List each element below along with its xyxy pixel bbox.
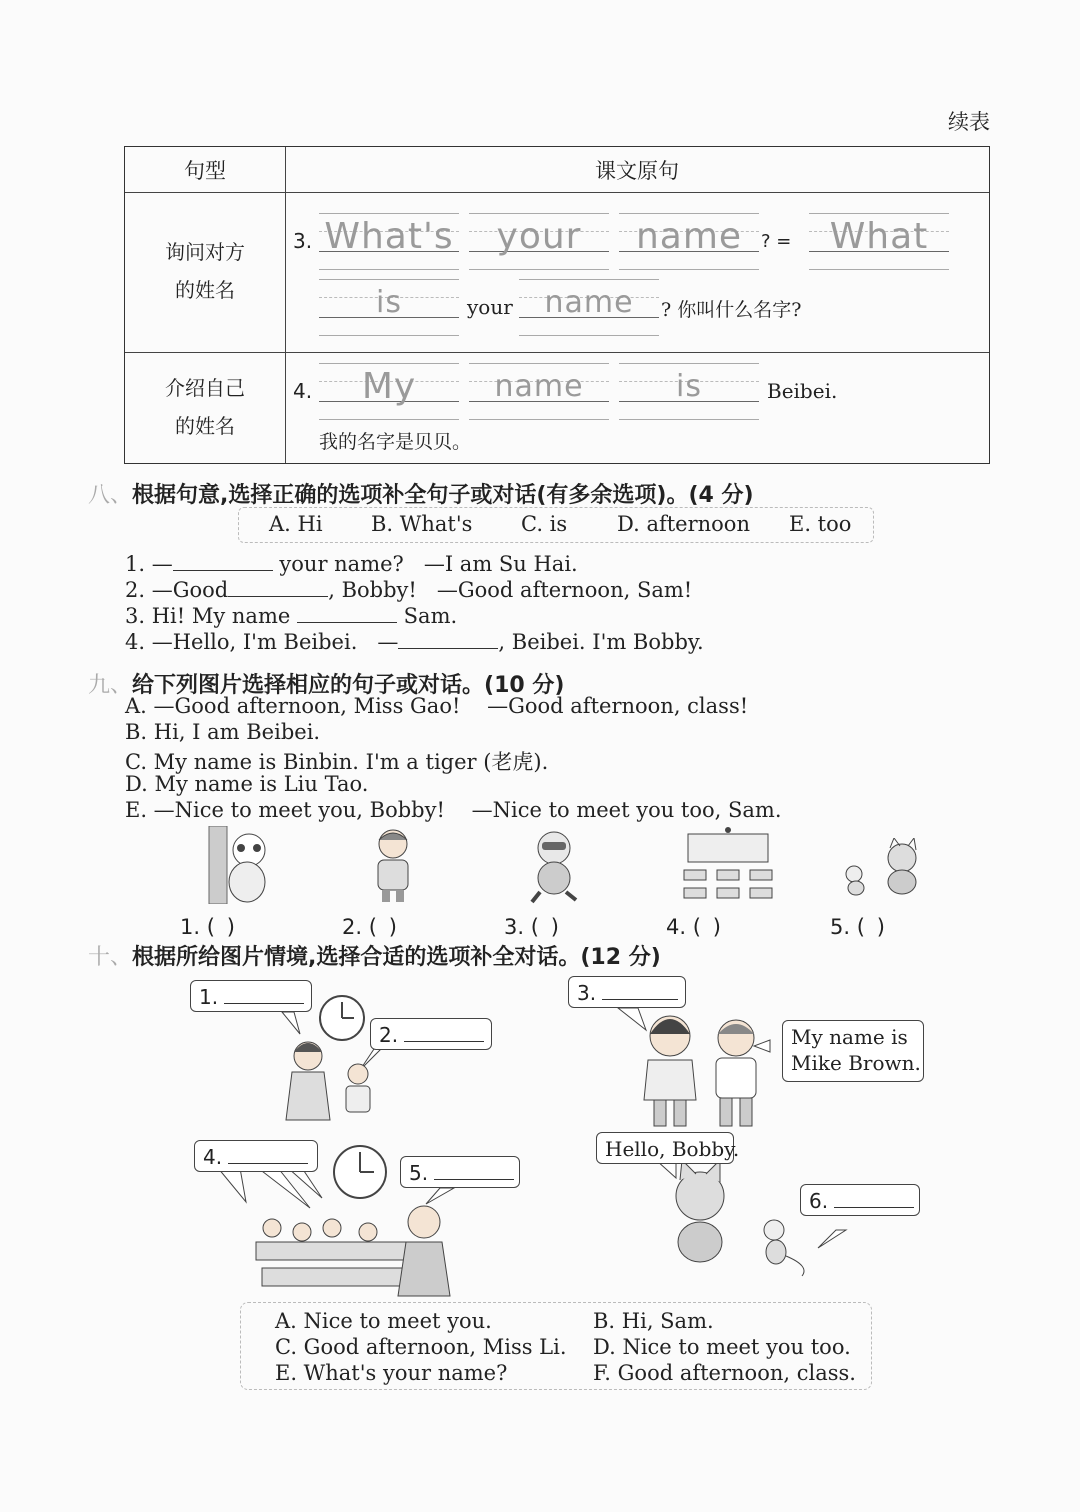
bubble-hello-bobby: Hello, Bobby. [596,1132,734,1164]
writing-slot: My [319,363,459,419]
answer-3[interactable]: 3. ( ) [504,915,559,939]
option: F. Good afternoon, class. [593,1361,856,1385]
translation-ask-name: ? 你叫什么名字? [661,299,802,321]
writing-slot: your [469,213,609,269]
row-label-introduce: 介绍自己 的姓名 [165,376,245,438]
word-your: your [467,295,513,319]
option: B. What's [371,512,473,536]
s8-item-1: 1. — your name? —I am Su Hai. [125,552,578,576]
option: D. afternoon [617,512,750,536]
word-beibei: Beibei. [767,379,838,403]
s8-item-3: 3. Hi! My name Sam. [125,604,458,628]
row-label-ask-name: 询问对方 的姓名 [165,240,245,302]
bubble-3: 3. [568,976,686,1008]
bubble-5: 5. [400,1156,520,1188]
s9-option-e: E. —Nice to meet you, Bobby! —Nice to meet you too, Sam. [125,798,782,822]
writing-slot: is [619,363,759,419]
writing-slot: is [319,279,459,335]
section-8-options [238,507,874,543]
row-number-4: 4. [293,379,313,403]
translation-introduce: 我的名字是贝贝。 [319,431,472,453]
option: E. What's your name? [275,1361,508,1385]
sentence-table [124,146,990,464]
option: A. Nice to meet you. [275,1309,492,1333]
writing-slot: What's [319,213,459,269]
bubble-4: 4. [194,1140,318,1172]
question-equals: ? = [761,231,792,252]
panda-tree-illustration [205,826,275,904]
answer-2[interactable]: 2. ( ) [342,915,397,939]
option: E. too [789,512,852,536]
option: A. Hi [269,512,323,536]
bubble-1: 1. [190,980,312,1012]
col-header-original: 课文原句 [595,159,679,183]
row-number-3: 3. [293,229,313,253]
writing-slot: name [469,363,609,419]
section-10-options [240,1302,872,1390]
s9-option-a: A. —Good afternoon, Miss Gao! —Good afternoon, class! [125,694,749,718]
section-8-title: 八、根据句意,选择正确的选项补全句子或对话(有多余选项)。(4 分) [88,483,754,508]
section-9-title: 九、给下列图片选择相应的句子或对话。(10 分) [88,673,565,698]
writing-slot: name [619,213,759,269]
option: D. Nice to meet you too. [593,1335,851,1359]
s9-option-c: C. My name is Binbin. I'm a tiger (老虎). [125,750,549,774]
option: C. Good afternoon, Miss Li. [275,1335,567,1359]
bubble-2: 2. [370,1018,492,1050]
writing-slot: What [809,213,949,269]
bubble-mike: My name is Mike Brown. [782,1020,924,1082]
section-10-title: 十、根据所给图片情境,选择合适的选项补全对话。(12 分) [88,945,661,970]
bubble-6: 6. [800,1184,920,1216]
continued-label: 续表 [948,110,990,134]
s9-option-b: B. Hi, I am Beibei. [125,720,321,744]
classroom-illustration [680,826,776,904]
s8-item-4: 4. —Hello, I'm Beibei. — , Beibei. I'm Bobby. [125,630,704,654]
col-header-pattern: 句型 [184,159,226,183]
s9-option-d: D. My name is Liu Tao. [125,772,369,796]
s8-item-2: 2. —Good , Bobby! —Good afternoon, Sam! [125,578,693,602]
boy-illustration [368,826,418,904]
option: C. is [521,512,568,536]
answer-1[interactable]: 1. ( ) [180,915,235,939]
answer-5[interactable]: 5. ( ) [830,915,885,939]
tiger-illustration [520,826,590,904]
cat-mouse-illustration [838,838,928,898]
answer-4[interactable]: 4. ( ) [666,915,721,939]
option: B. Hi, Sam. [593,1309,714,1333]
writing-slot: name [519,279,659,335]
